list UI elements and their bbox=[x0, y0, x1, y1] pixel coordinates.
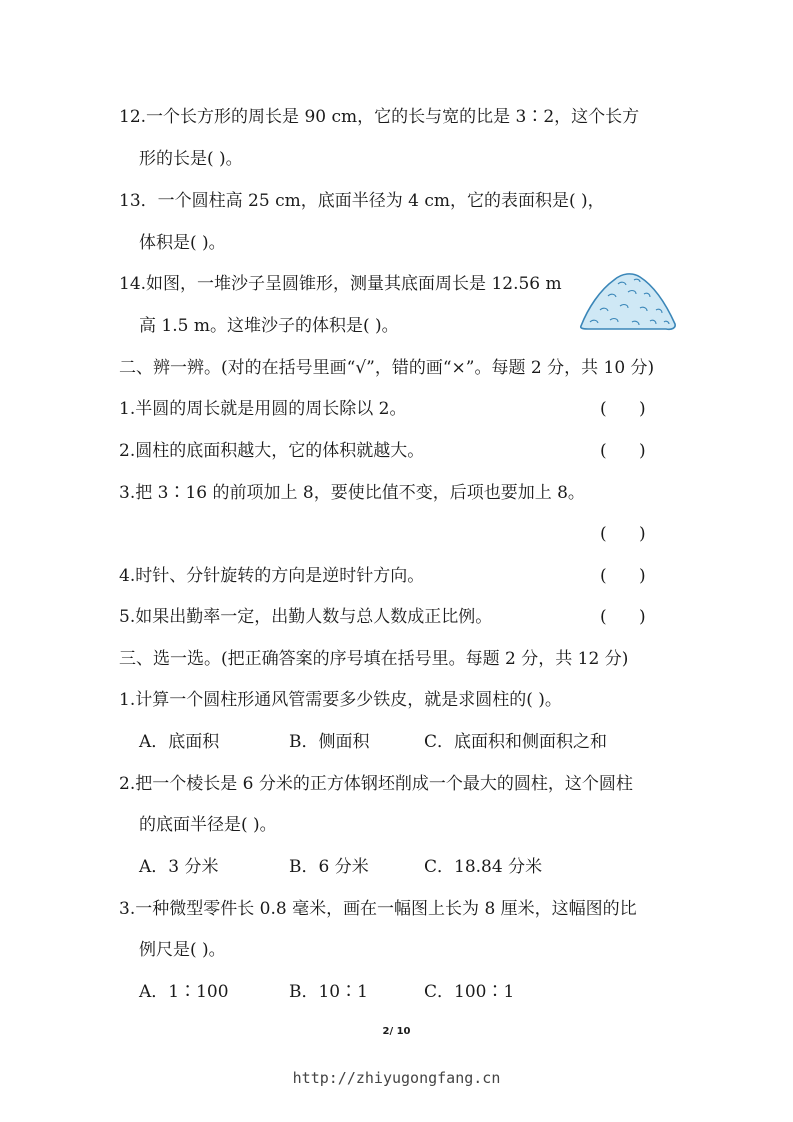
choice-question-2-line-1: 2.把一个棱长是 6 分米的正方体钢坯削成一个最大的圆柱，这个圆柱 bbox=[119, 774, 633, 794]
choice-2-options bbox=[139, 856, 542, 878]
question-13-line-1: 13．一个圆柱高 25 cm，底面半径为 4 cm，它的表面积是( )， bbox=[119, 191, 605, 211]
answer-paren-1[interactable]: ( ) bbox=[600, 399, 646, 419]
question-14-line-2: 高 1.5 m。这堆沙子的体积是( )。 bbox=[139, 316, 399, 336]
choice-1-option-c[interactable]: C．底面积和侧面积之和 bbox=[424, 732, 608, 752]
sand-pile-icon bbox=[578, 268, 678, 332]
choice-3-option-a[interactable]: A．1∶100 bbox=[139, 982, 229, 1002]
judge-item-3: 3.把 3∶16 的前项加上 8，要使比值不变，后项也要加上 8。 bbox=[119, 483, 585, 503]
question-14-line-1: 14.如图，一堆沙子呈圆锥形，测量其底面周长是 12.56 m bbox=[119, 274, 562, 294]
choice-question-2-line-2: 的底面半径是( )。 bbox=[139, 815, 277, 835]
judge-item-4: 4.时针、分针旋转的方向是逆时针方向。 bbox=[119, 566, 425, 586]
choice-1-options bbox=[139, 731, 607, 753]
page-number: 2/ 10 bbox=[382, 1026, 411, 1037]
answer-paren-3[interactable]: ( ) bbox=[600, 524, 646, 544]
question-12-line-1: 12.一个长方形的周长是 90 cm，它的长与宽的比是 3∶2，这个长方 bbox=[119, 107, 640, 127]
section-3-heading: 三、选一选。(把正确答案的序号填在括号里。每题 2 分，共 12 分) bbox=[119, 649, 629, 669]
choice-2-option-c[interactable]: C．18.84 分米 bbox=[424, 857, 543, 877]
section-2-heading: 二、辨一辨。(对的在括号里画“√”，错的画“×”。每题 2 分，共 10 分) bbox=[119, 358, 655, 378]
question-13-line-2: 体积是( )。 bbox=[139, 233, 226, 253]
choice-3-options bbox=[139, 981, 514, 1003]
source-url: http://zhiyugongfang.cn bbox=[292, 1069, 501, 1087]
choice-3-option-c[interactable]: C．100∶1 bbox=[424, 982, 515, 1002]
question-12-line-2: 形的长是( )。 bbox=[139, 149, 243, 169]
choice-question-1: 1.计算一个圆柱形通风管需要多少铁皮，就是求圆柱的( )。 bbox=[119, 690, 562, 710]
answer-paren-2[interactable]: ( ) bbox=[600, 441, 646, 461]
choice-2-option-a[interactable]: A．3 分米 bbox=[139, 857, 219, 877]
answer-paren-5[interactable]: ( ) bbox=[600, 607, 646, 627]
choice-3-option-b[interactable]: B．10∶1 bbox=[289, 982, 368, 1002]
answer-paren-4[interactable]: ( ) bbox=[600, 566, 646, 586]
choice-2-option-b[interactable]: B．6 分米 bbox=[289, 857, 369, 877]
judge-item-2: 2.圆柱的底面积越大，它的体积就越大。 bbox=[119, 441, 425, 461]
choice-question-3-line-1: 3.一种微型零件长 0.8 毫米，画在一幅图上长为 8 厘米，这幅图的比 bbox=[119, 899, 637, 919]
judge-item-1: 1.半圆的周长就是用圆的周长除以 2。 bbox=[119, 399, 407, 419]
choice-question-3-line-2: 例尺是( )。 bbox=[139, 940, 226, 960]
choice-1-option-a[interactable]: A．底面积 bbox=[139, 732, 220, 752]
choice-1-option-b[interactable]: B．侧面积 bbox=[289, 732, 370, 752]
judge-item-5: 5.如果出勤率一定，出勤人数与总人数成正比例。 bbox=[119, 607, 493, 627]
